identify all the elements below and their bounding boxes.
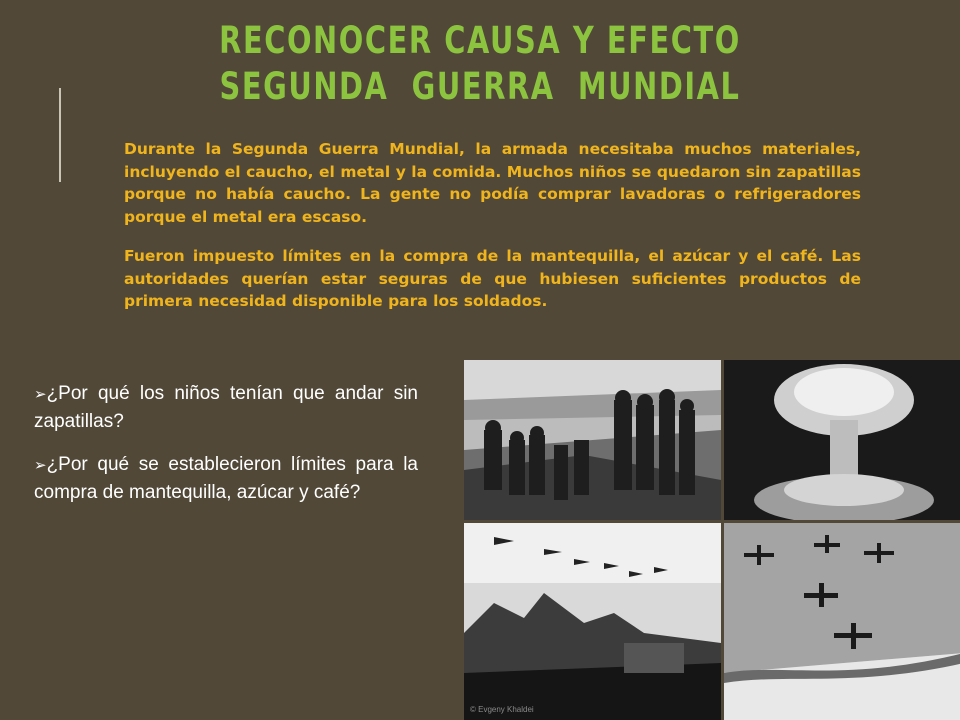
slide-title: [106, 18, 855, 110]
question-list: [34, 380, 418, 522]
body-paragraph-2: Fueron impuesto límites en la compra de la mantequilla, el azúcar y el café. Las autoridades querían estar seguras de que hubiesen suficientes productos de primera necesidad disponible para los soldados.: [124, 247, 861, 310]
photo-ruins-planes: [464, 523, 721, 720]
question-text-1: ¿Por qué los niños tenían que andar sin zapatillas?: [34, 383, 418, 432]
body-paragraph-1: Durante la Segunda Guerra Mundial, la armada necesitaba muchos materiales, incluyendo el caucho, el metal y la comida. Muchos niños se quedaron sin zapatillas porque no había caucho. La gente no podía comprar lavadoras o refrigeradores porque el metal era escaso.: [124, 140, 861, 226]
photo-collage: [464, 360, 960, 720]
arrow-bullet-icon: ➢: [34, 386, 47, 403]
photo-soldiers-marching: [464, 360, 721, 520]
question-item-2: [34, 451, 418, 506]
title-line-1: RECONOCER CAUSA Y EFECTO: [219, 19, 741, 62]
photo-mushroom-cloud: [724, 360, 960, 520]
decorative-vertical-line: [59, 88, 61, 182]
arrow-bullet-icon: ➢: [34, 457, 47, 474]
photo-bombers-coast: [724, 523, 960, 720]
title-line-2: SEGUNDA GUERRA MUNDIAL: [219, 65, 741, 108]
question-text-2: ¿Por qué se establecieron límites para la compra de mantequilla, azúcar y café?: [34, 454, 418, 503]
photo-credit: © Evgeny Khaldei: [470, 705, 534, 714]
question-item-1: [34, 380, 418, 435]
